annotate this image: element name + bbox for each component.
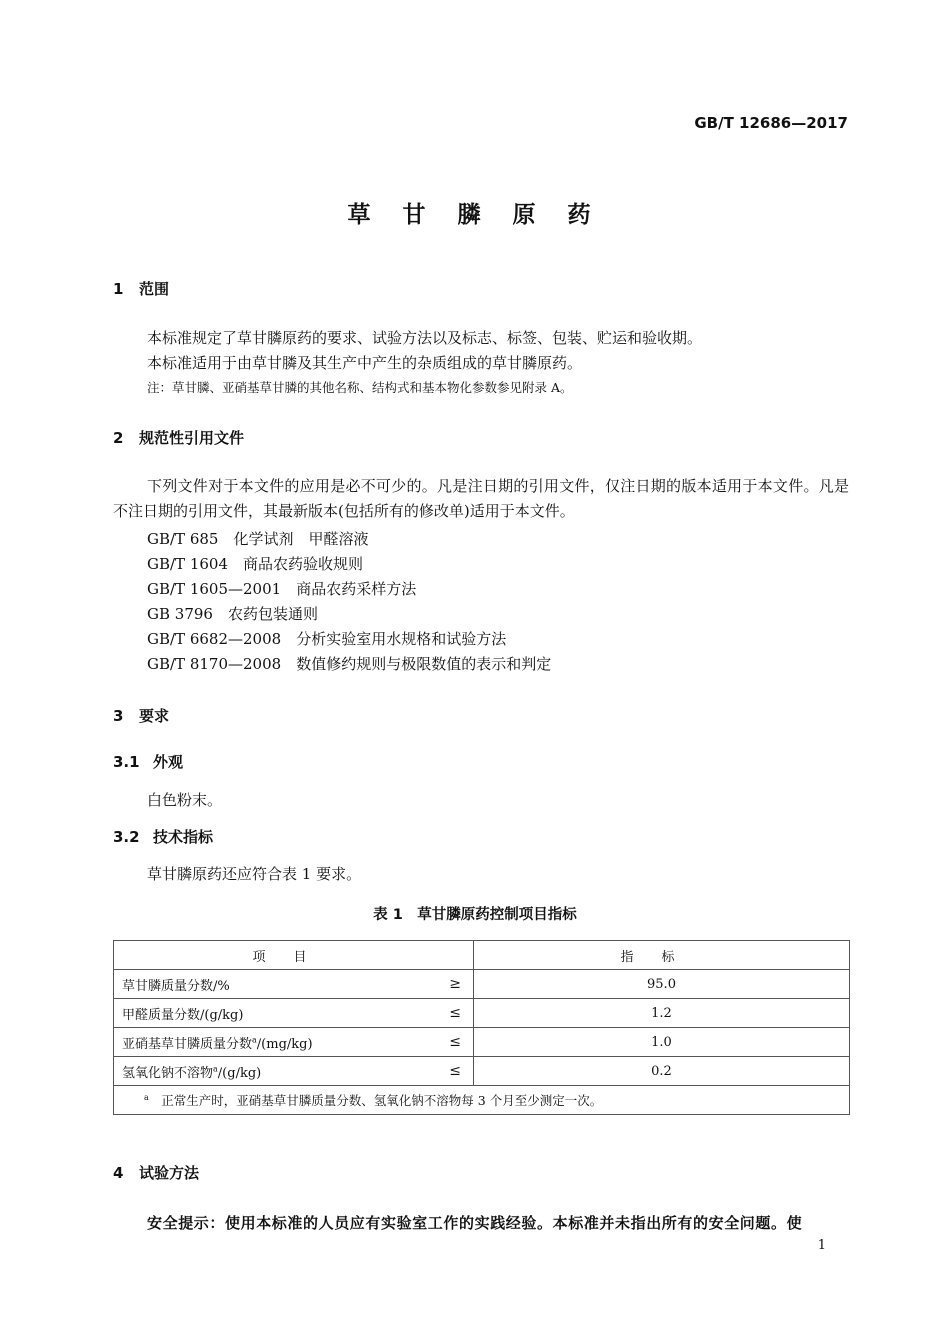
item-unit: /(mg/kg) [256,1036,313,1052]
table-caption: 表 1 草甘膦原药控制项目指标 [373,907,577,923]
item-label: 甲醛质量分数/(g/kg) [122,1007,244,1023]
table-footnote-row [114,1086,850,1115]
reference-item [147,553,363,574]
appearance-text: 白色粉末。 [147,791,223,809]
section-number: 3.1 [113,753,140,771]
document-title: 草 甘 膦 原 药 [347,202,603,228]
section-title: 范围 [139,280,170,298]
section-2-heading [113,427,244,448]
item-cell [114,1057,474,1086]
comparison-symbol: ≤ [449,1034,461,1050]
item-cell [114,970,474,999]
section-number: 3 [113,707,124,725]
table-header-row [114,941,850,970]
value-cell: 95.0 [474,970,850,999]
section-title: 要求 [139,707,170,725]
section-number: 4 [113,1164,124,1182]
reference-name: 商品农药采样方法 [296,580,417,598]
column-header-value: 指标 [474,941,850,970]
footnote-marker: a [144,1092,149,1102]
comparison-symbol: ≤ [449,1005,461,1021]
footnote-marker: a [213,1064,218,1074]
section-1-note: 注：草甘膦、亚硝基草甘膦的其他名称、结构式和基本物化参数参见附录 A。 [147,380,573,395]
section-title: 技术指标 [153,828,214,846]
item-unit: /(g/kg) [217,1065,262,1081]
reference-code: GB 3796 [147,605,213,623]
section-3-1-heading [113,751,183,772]
value-cell: 1.2 [474,999,850,1028]
comparison-symbol: ≤ [449,1063,461,1079]
reference-name: 数值修约规则与极限数值的表示和判定 [296,655,552,673]
reference-code: GB/T 6682—2008 [147,630,282,648]
table-footnote [114,1086,850,1115]
reference-name: 农药包装通则 [227,605,318,623]
section-number: 3.2 [113,828,140,846]
reference-item [147,528,369,549]
footnote-text: 正常生产时，亚硝基草甘膦质量分数、氢氧化钠不溶物每 3 个月至少测定一次。 [161,1093,603,1108]
section-3-heading [113,705,169,726]
table-row [114,1028,850,1057]
section-title: 规范性引用文件 [139,429,245,447]
column-header-item: 项目 [114,941,474,970]
table-row [114,970,850,999]
spec-table [113,940,850,1115]
reference-code: GB/T 1605—2001 [147,580,282,598]
section-2-intro: 下列文件对于本文件的应用是必不可少的。凡是注日期的引用文件，仅注日期的版本适用于本文件。凡是不注日期的引用文件，其最新版本(包括所有的修改单)适用于本文件。 [113,477,849,520]
item-label: 草甘膦质量分数/% [122,978,230,994]
reference-code: GB/T 1604 [147,555,229,573]
section-1-heading [113,278,169,299]
technical-indicator-text: 草甘膦原药还应符合表 1 要求。 [147,865,362,883]
item-cell [114,1028,474,1057]
safety-notice: 安全提示：使用本标准的人员应有实验室工作的实践经验。本标准并未指出所有的安全问题。使 [147,1214,803,1232]
section-number: 2 [113,429,124,447]
table-row [114,1057,850,1086]
reference-name: 商品农药验收规则 [243,555,364,573]
section-4-heading [113,1162,199,1183]
section-number: 1 [113,280,124,298]
section-3-2-heading [113,826,213,847]
item-label: 亚硝基草甘膦质量分数 [122,1036,253,1052]
section-1-paragraph-2: 本标准适用于由草甘膦及其生产中产生的杂质组成的草甘膦原药。 [147,354,583,372]
reference-code: GB/T 8170—2008 [147,655,282,673]
section-title: 外观 [153,753,184,771]
item-cell [114,999,474,1028]
footnote-marker: a [252,1035,257,1045]
item-label: 氢氧化钠不溶物 [122,1065,214,1081]
standard-code: GB/T 12686—2017 [694,114,848,132]
reference-item [147,628,506,649]
section-1-paragraph-1: 本标准规定了草甘膦原药的要求、试验方法以及标志、标签、包装、贮运和验收期。 [147,329,703,347]
reference-name: 化学试剂 甲醛溶液 [233,530,369,548]
reference-item [147,653,551,674]
reference-item [147,578,416,599]
reference-name: 分析实验室用水规格和试验方法 [296,630,507,648]
comparison-symbol: ≥ [449,976,461,992]
section-title: 试验方法 [139,1164,200,1182]
value-cell: 0.2 [474,1057,850,1086]
reference-item [147,603,318,624]
value-cell: 1.0 [474,1028,850,1057]
table-row [114,999,850,1028]
page-number: 1 [817,1238,826,1253]
reference-code: GB/T 685 [147,530,219,548]
